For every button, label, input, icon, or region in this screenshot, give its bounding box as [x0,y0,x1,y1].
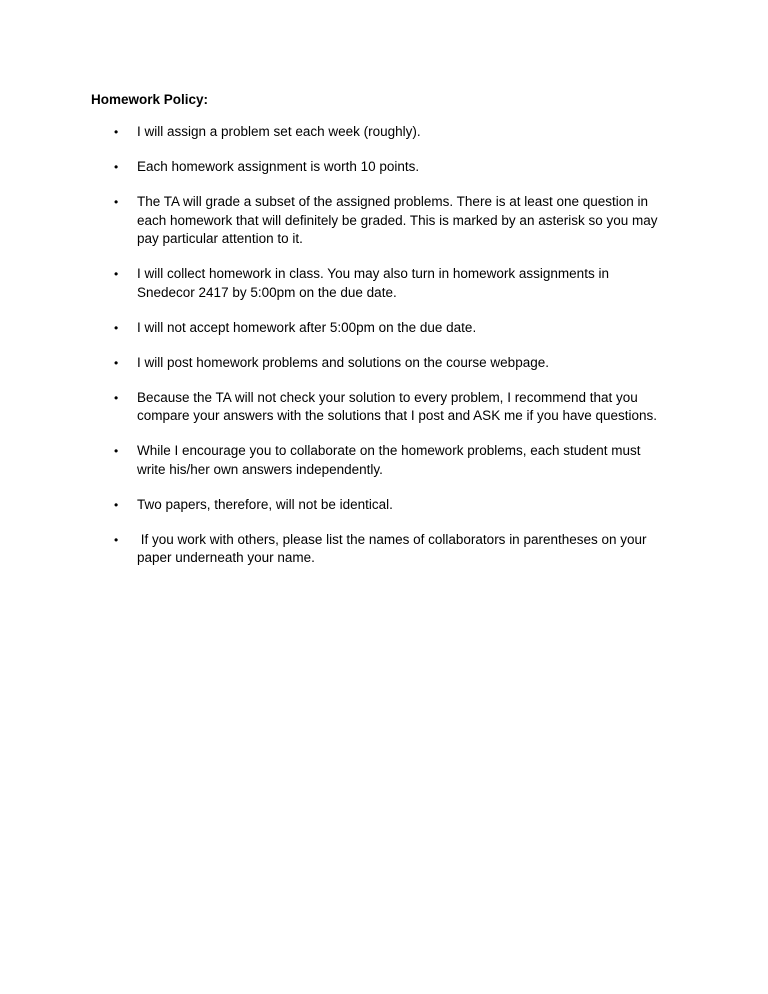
policy-item [0,319,768,338]
bullet-icon: • [114,532,119,547]
policy-item-text: The TA will grade a subset of the assigned problems. There is at least one question in each homework that will definitely be graded. This is marked by an asterisk so you may pay particular attention to it. [137,194,658,246]
policy-item-text: If you work with others, please list the names of collaborators in parentheses on your paper underneath your name. [137,531,651,565]
policy-item [0,158,768,177]
bullet-icon: • [114,195,119,209]
policy-item [0,389,768,426]
policy-item-text: Because the TA will not check your solution to every problem, I recommend that you compare your answers with the solutions that I post and ASK me if you have questions. [137,389,658,423]
bullet-icon: • [114,267,119,281]
bullet-icon: • [114,355,119,370]
policy-list [0,123,768,584]
policy-item [0,354,768,373]
policy-item-text: Two papers, therefore, will not be identical. [137,496,393,512]
policy-item-text: I will assign a problem set each week (roughly). [137,124,421,139]
policy-item [0,193,768,249]
policy-item [0,265,768,302]
policy-item [0,123,768,142]
policy-item [0,531,768,568]
bullet-icon: • [114,125,119,139]
bullet-icon: • [114,497,119,512]
policy-item-text: I will not accept homework after 5:00pm on the due date. [137,319,477,335]
policy-item [0,442,768,479]
policy-item-text: While I encourage you to collaborate on the homework problems, each student must write his/her own answers independently. [137,443,641,477]
section-heading: Homework Policy: [91,92,209,107]
bullet-icon: • [114,390,119,405]
policy-item-text: Each homework assignment is worth 10 points. [137,159,420,174]
policy-item-text: I will post homework problems and solutions on the course webpage. [137,354,549,370]
policy-item [0,496,768,515]
bullet-icon: • [114,160,119,174]
bullet-icon: • [114,444,119,458]
policy-item-text: I will collect homework in class. You may also turn in homework assignments in Snedecor 2417 by 5:00pm on the due date. [137,266,609,300]
bullet-icon: • [114,320,119,335]
